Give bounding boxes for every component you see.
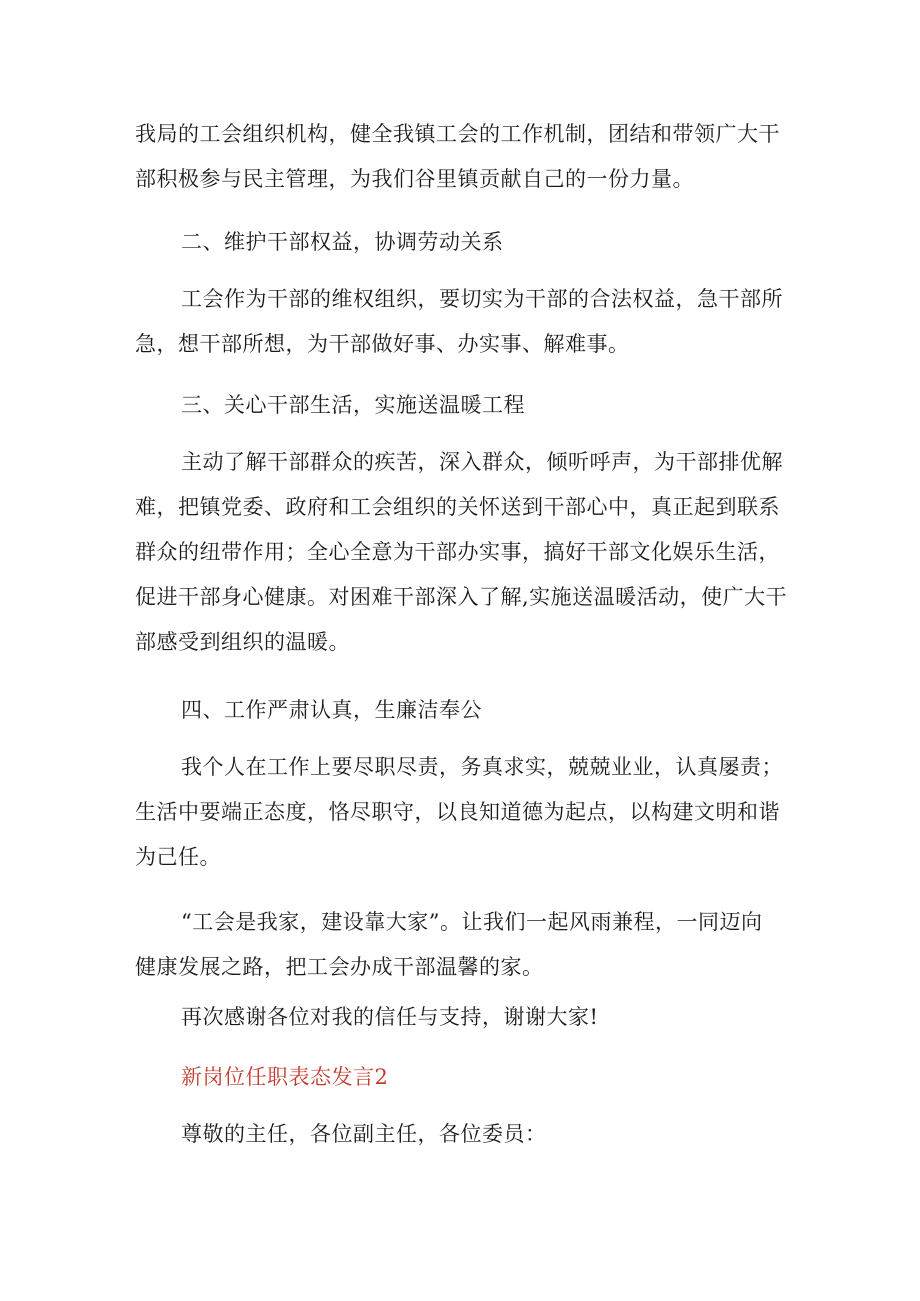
paragraph-line: 我个人在工作上要尽职尽责，务真求实，兢兢业业，认真屡责； xyxy=(181,755,783,779)
paragraph-line: 部积极参与民主管理，为我们谷里镇贡献自己的一份力量。 xyxy=(135,167,694,191)
section-title: 新岗位任职表态发言2 xyxy=(181,1065,389,1089)
paragraph-line: 为己任。 xyxy=(135,845,221,869)
heading-section-4: 四、工作严肃认真，生廉洁奉公 xyxy=(181,698,482,722)
heading-section-2: 二、维护干部权益，协调劳动关系 xyxy=(181,230,504,254)
paragraph-5 xyxy=(135,900,795,990)
paragraph-line: “工会是我家，建设靠大家”。让我们一起风雨兼程，一同迈向 xyxy=(181,910,763,934)
paragraph-line: 急，想干部所想，为干部做好事、办实事、解难事。 xyxy=(135,332,630,356)
paragraph-2 xyxy=(135,277,795,367)
paragraph-6: 再次感谢各位对我的信任与支持，谢谢大家! xyxy=(181,1005,599,1029)
paragraph-line: 促进干部身心健康。对困难干部深入了解,实施送温暖活动，使广大干 xyxy=(135,585,788,609)
salutation: 尊敬的主任，各位副主任，各位委员： xyxy=(181,1122,547,1146)
paragraph-line: 主动了解干部群众的疾苦，深入群众，倾听呼声，为干部排优解 xyxy=(181,450,783,474)
paragraph-line: 工会作为干部的维权组织，要切实为干部的合法权益，急干部所 xyxy=(181,287,783,311)
paragraph-line: 难，把镇党委、政府和工会组织的关怀送到干部心中，真正起到联系 xyxy=(135,495,780,519)
paragraph-line: 我局的工会组织机构，健全我镇工会的工作机制，团结和带领广大干 xyxy=(135,122,780,146)
paragraph-3 xyxy=(135,440,795,665)
paragraph-line: 健康发展之路，把工会办成干部温馨的家。 xyxy=(135,955,544,979)
paragraph-4 xyxy=(135,745,795,880)
paragraph-line: 部感受到组织的温暖。 xyxy=(135,630,350,654)
paragraph-line: 生活中要端正态度，恪尽职守，以良知道德为起点，以构建文明和谐 xyxy=(135,800,780,824)
heading-section-3: 三、关心干部生活，实施送温暖工程 xyxy=(181,393,525,417)
paragraph-line: 群众的纽带作用；全心全意为干部办实事，搞好干部文化娱乐生活， xyxy=(135,540,780,564)
paragraph-1 xyxy=(135,112,795,202)
